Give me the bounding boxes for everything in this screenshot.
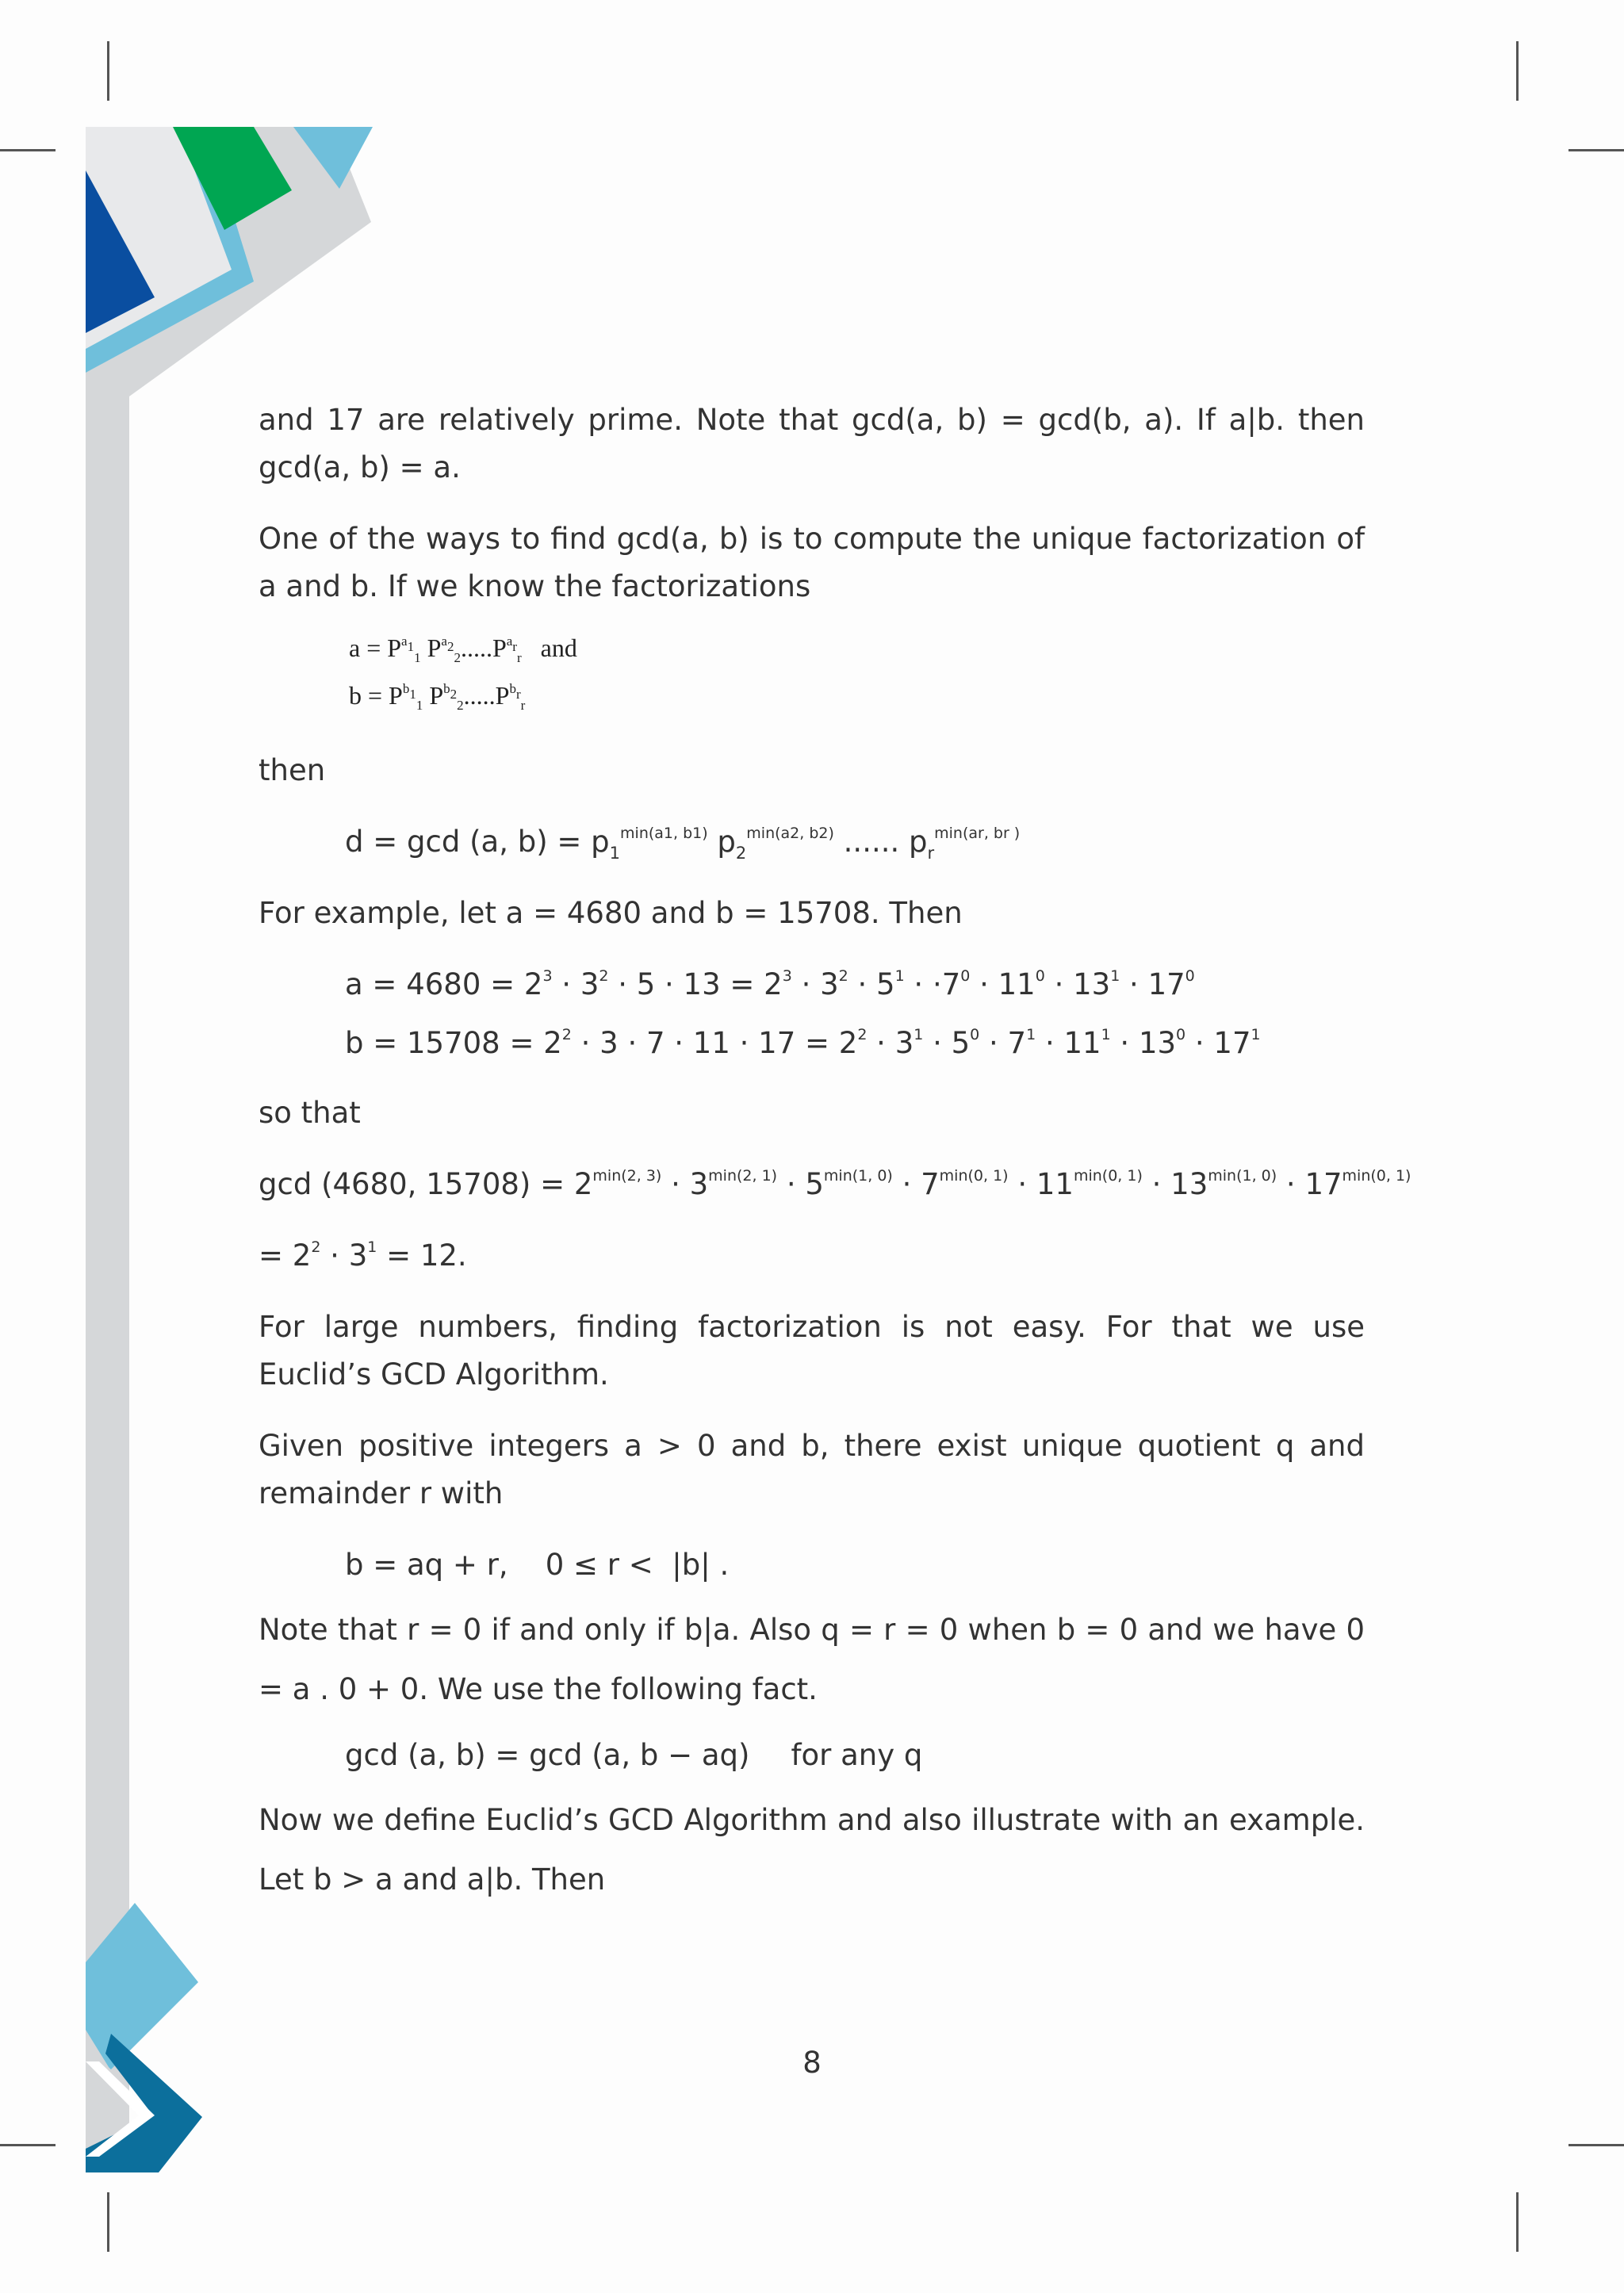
division-equation: b = aq + r, 0 ≤ r < |b| . xyxy=(345,1548,730,1582)
paragraph-relatively-prime: and 17 are relatively prime. Note that gcd(a, b) = gcd(b, a). If a|b. then gcd(a, b) = a. xyxy=(259,403,1365,484)
factorization-a: $a = P^{a_1}_1$ $P^{a_2}_2.....P^{a_r}_r$ and xyxy=(349,634,577,665)
gcd-formula: d = gcd (a, $b) = p_1^{min(a1, b1)}$ $p_2^{min(a2, b2)}$ ...... $p_r^{min(ar, br )}$ xyxy=(345,825,1021,863)
paragraph-so-that: so that xyxy=(259,1096,361,1130)
paragraph-note-remainder: Note that r = 0 if and only if b|a. Also q = r = 0 when b = 0 and we have 0 = a . 0 + 0. We use the following fact. xyxy=(259,1613,1365,1706)
side-bar xyxy=(86,396,129,2165)
page-number: 8 xyxy=(802,2046,822,2080)
gcd-example: gcd (4680, $15708) = 2^{min(2, 3)} \cdot 3^{min(2, 1)} \cdot 5^{min(1, 0)} \cdot 7^{min(0, 1)} \cdot 11^{min(0, 1)} \cdot 13^{min(1, 0)} \cdot 17^{min(0, 1)}$ xyxy=(259,1167,1411,1201)
paragraph-example-intro: For example, let a = 4680 and b = 15708. Then xyxy=(259,896,963,930)
paragraph-euclid-intro: Now we define Euclid’s GCD Algorithm and also illustrate with an example. Let b > a and a|b. Then xyxy=(259,1803,1365,1897)
paragraph-then: then xyxy=(259,753,326,787)
paragraph-factorization-intro: One of the ways to find gcd(a, b) is to compute the unique factorization of a and b. If we know the factorizations xyxy=(259,522,1365,603)
paragraph-division-intro: Given positive integers a > 0 and b, there exist unique quotient q and remainder r with xyxy=(259,1429,1365,1510)
paragraph-large-numbers: For large numbers, finding factorization is not easy. For that we use Euclid’s GCD Algorithm. xyxy=(259,1310,1365,1391)
example-a-factorization: $a = 4680 = 2^3 \cdot 3^2 \cdot 5 \cdot 13 = 2^3 \cdot 3^2 \cdot 5^1 \cdot \cdot 7^0 \cdot 11^0 \cdot 13^1 \cdot 17^0$ xyxy=(345,967,1195,1001)
example-b-factorization: $b = 15708 = 2^2 \cdot 3 \cdot 7 \cdot 11 \cdot 17 = 2^2 \cdot 3^1 \cdot 5^0 \cdot 7^1 \cdot 11^1 \cdot 13^0 \cdot 17^1$ xyxy=(345,1026,1261,1060)
gcd-result: = $2^2 \cdot 3^1 = 12$. xyxy=(259,1238,467,1273)
factorization-b: $b = P^{b_1}_1$ $P^{b_2}_2.....P^{b_r}_r$ xyxy=(349,681,526,713)
gcd-fact: gcd (a, b) = gcd (a, b − aq) for any q xyxy=(345,1738,923,1772)
